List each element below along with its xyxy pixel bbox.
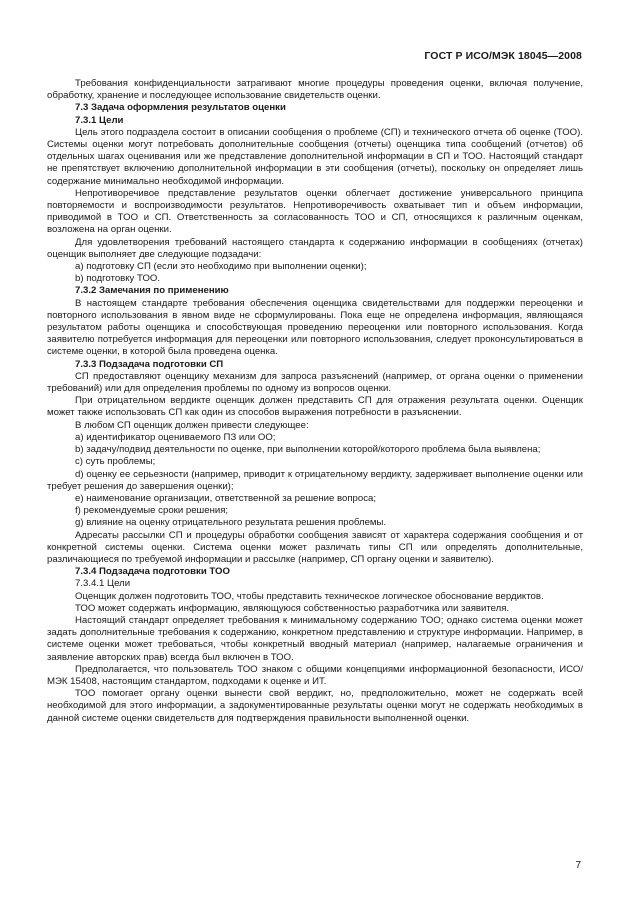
paragraph: Требования конфиденциальности затрагивают многие процедуры проведения оценки, включая получение, обработку, хранение и последующее использование свидетельств оценки. — [47, 78, 583, 102]
paragraph: Непротиворечивое представление результатов оценки облегчает достижение универсального принципа повторяемости и воспроизводимости результатов. Непротиворечивость охватывает тип и объем информации, приводимой в ТОО и СП. Ответственность за согласованность ТОО и СП, относящихся к различным оценкам, возложена на орган оценки. — [47, 187, 583, 236]
paragraph: Предполагается, что пользователь ТОО знаком с общими концепциями информационной безопасности, ИСО/МЭК 15408, настоящим стандартом, подходами к оценке и ИТ. — [47, 663, 583, 687]
paragraph: При отрицательном вердикте оценщик должен представить СП для отражения результата оценки. Оценщик может также использовать СП как один из способов выражения потребности в разъяснении. — [47, 395, 583, 419]
list-item: d) оценку ее серьезности (например, приводит к отрицательному вердикту, задерживает выполнение оценки или требует решения до завершения оценки); — [47, 468, 583, 492]
paragraph: ТОО помогает органу оценки вынести свой вердикт, но, предположительно, может не содержать всей необходимой для этого информации, а задокументированные результаты оценки могут не содержать необходимых в данной системе оценки свидетельств для подтверждения правильности выполненной оценки. — [47, 688, 583, 724]
paragraph: Для удовлетворения требований настоящего стандарта к содержанию информации в сообщениях (отчетах) оценщик выполняет две следующие подзадачи: — [47, 236, 583, 260]
list-item: b) подготовку ТОО. — [75, 273, 161, 285]
subsection-heading-7-3-4-1: 7.3.4.1 Цели — [75, 578, 131, 590]
list-item: b) задачу/подвид деятельности по оценке, при выполнении которой/которого проблема была выявлена; — [75, 444, 541, 456]
paragraph: ТОО может содержать информацию, являющуюся собственностью разработчика или заявителя. — [75, 602, 510, 614]
paragraph: В любом СП оценщик должен привести следующее: — [75, 419, 309, 431]
list-item: e) наименование организации, ответственной за решение вопроса; — [75, 492, 376, 504]
section-heading-7-3: 7.3 Задача оформления результатов оценки — [75, 102, 286, 114]
list-item: c) суть проблемы; — [75, 456, 156, 468]
paragraph: В настоящем стандарте требования обеспечения оценщика свидетельствами для поддержки переоценки и повторного использования в явном виде не сформулированы. Пока еще не определена информация, являющаяся результатом работы оценщика и способствующая проведению переоценки или повторного использования. Когда заявителю потребуется информация для переоценки или повторного использования, следует проконсультироваться в системе оценки, в которой была проведена оценка. — [47, 297, 583, 358]
page-number: 7 — [575, 860, 581, 871]
paragraph: Оценщик должен подготовить ТОО, чтобы представить техническое логическое обоснование вердиктов. — [75, 590, 544, 602]
section-heading-7-3-1: 7.3.1 Цели — [75, 114, 124, 126]
section-heading-7-3-3: 7.3.3 Подзадача подготовки СП — [75, 358, 224, 370]
document-body — [47, 78, 583, 725]
list-item: f) рекомендуемые сроки решения; — [75, 505, 229, 517]
paragraph: СП предоставляют оценщику механизм для запроса разъяснений (например, от органа оценки о применении требований) или для определения проблемы по одному из вопросов оценки. — [47, 370, 583, 395]
paragraph: Адресаты рассылки СП и процедуры обработки сообщения зависят от характера содержания сообщения и от конкретной системы оценки. Система оценки может различать типы СП или определять дополнительные, различающиеся по требуемой информации и рассылке (например, СП органу оценки и заявителю). — [47, 529, 583, 565]
list-item: a) идентификатор оцениваемого ПЗ или ОО; — [75, 431, 276, 443]
list-item: a) подготовку СП (если это необходимо при выполнении оценки); — [75, 261, 367, 273]
paragraph: Настоящий стандарт определяет требования к минимальному содержанию ТОО; однако система оценки может задать дополнительные требования к содержанию, конкретном представлению и структуре информации. Например, в системе оценки может требоваться, чтобы конкретный вводный материал (например, налагаемые ограничения и заявление авторских прав) всегда был включен в ТОО. — [47, 614, 583, 663]
document-header: ГОСТ Р ИСО/МЭК 18045—2008 — [424, 50, 582, 62]
section-heading-7-3-2: 7.3.2 Замечания по применению — [75, 285, 229, 297]
section-heading-7-3-4: 7.3.4 Подзадача подготовки ТОО — [75, 566, 230, 578]
list-item: g) влияние на оценку отрицательного результата решения проблемы. — [75, 517, 387, 529]
paragraph: Цель этого подраздела состоит в описании сообщения о проблеме (СП) и технического отчета об оценке (ТОО). Системы оценки могут потребовать дополнительные сообщения (отчеты) оценщика типа сообщений (отчетов) об отдельных шагах оценивания или же представление дополнительной информации в СП и ТОО. Настоящий стандарт не препятствует включению дополнительной информации в эти сообщения (отчеты), поскольку он определяет лишь содержание минимально необходимой информации. — [47, 126, 583, 187]
